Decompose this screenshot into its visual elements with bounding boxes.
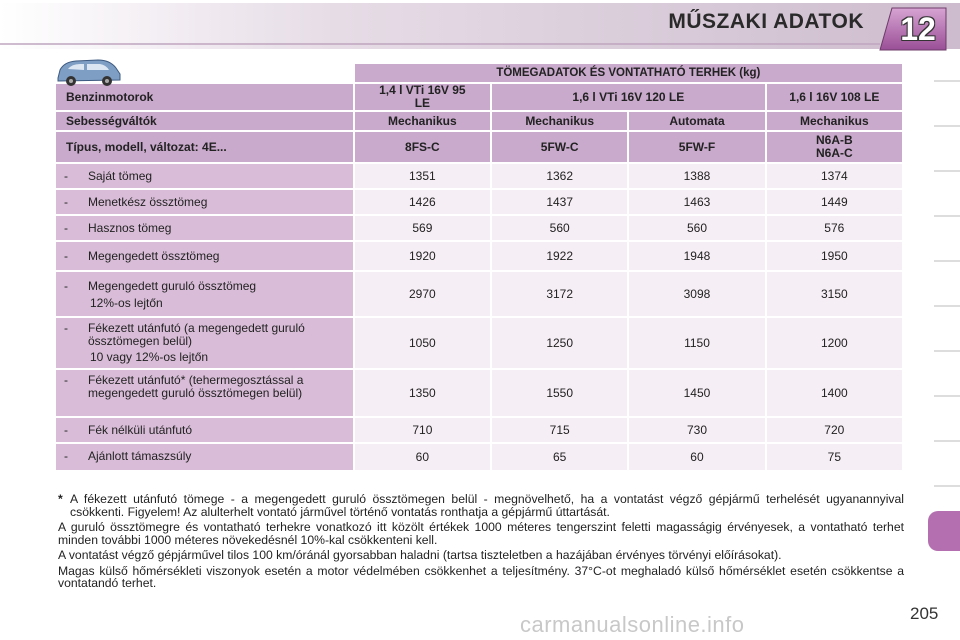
footnote-star: A fékezett utánfutó tömege - a megengedett guruló össztömegen belül - megnövelhető, ha a vontatást végző gépjármű terhelését ugyanannyival csökkenti. Figyelem! Az alulterhelt vontató járművel történő vontatás ronthatja a gépjármű úttartását. — [70, 492, 904, 519]
row-dash: - — [64, 423, 68, 437]
engine-col-2: 1,6 l VTi 16V 120 LE — [492, 84, 765, 110]
row-dash: - — [64, 195, 68, 209]
tab-marker — [934, 395, 960, 397]
row-value: 60 — [355, 444, 490, 470]
note-temperature: Magas külső hőmérsékleti viszonyok esetén a motor védelmében csökkenhet a teljesítmény. 37°C-ot meghaladó külső hőmérséklet esetén csökkentse a vontatandó terhet. — [58, 563, 904, 590]
chapter-number: 12 — [900, 11, 936, 47]
note-altitude: A guruló össztömegre és vontatható terhekre vonatkozó itt közölt értékek 1000 méteres tengerszint feletti magasságig érvényesek, a vontatható terhet minden további 1000 méteres növekedésnél 10%-kal csökkenteni kell. — [58, 520, 904, 547]
gearbox-col: Mechanikus — [355, 112, 490, 130]
type-col: 8FS-C — [355, 132, 490, 162]
row-dash: - — [64, 169, 68, 183]
row-value: 560 — [492, 216, 627, 240]
table-row — [56, 370, 902, 416]
row-value: 576 — [767, 216, 902, 240]
row-label: Fék nélküli utánfutó — [88, 423, 193, 437]
table-row — [56, 164, 902, 188]
tab-marker — [934, 260, 960, 262]
footnotes — [58, 493, 904, 593]
row-sublabel: 10 vagy 12%-os lejtőn — [90, 350, 209, 364]
table-row — [56, 444, 902, 470]
engine-col-3: 1,6 l 16V 108 LE — [767, 84, 902, 110]
row-dash: - — [64, 321, 68, 335]
type-col — [767, 132, 902, 162]
row-label: Saját tömeg — [88, 169, 153, 183]
row-dash: - — [64, 221, 68, 235]
table-row — [56, 242, 902, 270]
row-sublabel: 12%-os lejtőn — [90, 296, 163, 310]
type-col: 5FW-C — [492, 132, 627, 162]
tab-marker — [934, 170, 960, 172]
row-value: 1362 — [492, 164, 627, 188]
row-value: 1150 — [629, 318, 764, 368]
row-label: Hasznos tömeg — [88, 221, 172, 235]
tab-marker — [934, 305, 960, 307]
active-chapter-tab — [928, 511, 960, 551]
row-label: Ajánlott támaszsúly — [88, 449, 192, 463]
row-value: 1950 — [767, 242, 902, 270]
tab-marker — [934, 485, 960, 487]
table-row — [56, 216, 902, 240]
type-col: 5FW-F — [629, 132, 764, 162]
row-value: 1920 — [355, 242, 490, 270]
engine-col-1: 1,4 l VTi 16V 95 LE — [355, 84, 490, 110]
type-code: N6A-C — [815, 146, 853, 160]
row-value: 715 — [492, 418, 627, 442]
row-value: 1200 — [767, 318, 902, 368]
tab-marker — [934, 125, 960, 127]
row-value: 1374 — [767, 164, 902, 188]
weights-table — [54, 62, 904, 472]
page-title: MŰSZAKI ADATOK — [668, 10, 864, 33]
row-label: Fékezett utánfutó* (tehermegosztással a megengedett guruló össztömegen belül) — [88, 373, 304, 400]
tab-marker — [934, 440, 960, 442]
table-row — [56, 190, 902, 214]
row-value: 3098 — [629, 272, 764, 316]
gearbox-col: Mechanikus — [492, 112, 627, 130]
row-value: 1426 — [355, 190, 490, 214]
tab-marker — [934, 215, 960, 217]
row-value: 3172 — [492, 272, 627, 316]
table-row — [56, 318, 902, 368]
row-label: Fékezett utánfutó (a megengedett guruló össztömegen belül) — [88, 321, 305, 348]
row-value: 730 — [629, 418, 764, 442]
row-value: 710 — [355, 418, 490, 442]
row-value: 1351 — [355, 164, 490, 188]
row-value: 1463 — [629, 190, 764, 214]
row-value: 1550 — [492, 370, 627, 416]
row-value: 569 — [355, 216, 490, 240]
watermark: carmanualsonline.info — [520, 612, 745, 637]
gearbox-col: Mechanikus — [767, 112, 902, 130]
row-label: Menetkész össztömeg — [88, 195, 208, 209]
row-label: Megengedett guruló össztömeg — [88, 279, 257, 293]
table-caption: TÖMEGADATOK ÉS VONTATHATÓ TERHEK (kg) — [355, 64, 902, 82]
type-code: N6A-B — [815, 133, 853, 147]
row-label: Megengedett össztömeg — [88, 249, 220, 263]
tab-marker — [934, 350, 960, 352]
row-value: 1450 — [629, 370, 764, 416]
row-value: 1437 — [492, 190, 627, 214]
page-number: 205 — [910, 604, 939, 623]
row-value: 1922 — [492, 242, 627, 270]
row-value: 720 — [767, 418, 902, 442]
note-speed: A vontatást végző gépjárművel tilos 100 km/óránál gyorsabban haladni (tartsa tiszteletben a hazájában érvényes törvényi előírásokat). — [58, 548, 782, 562]
row-dash: - — [64, 373, 68, 387]
row-value: 1449 — [767, 190, 902, 214]
page-header — [0, 0, 960, 55]
row-value: 3150 — [767, 272, 902, 316]
row-value: 1400 — [767, 370, 902, 416]
table-row — [56, 418, 902, 442]
table-row — [56, 272, 902, 316]
engine-label: Benzinmotorok — [56, 84, 353, 110]
row-dash: - — [64, 449, 68, 463]
row-value: 60 — [629, 444, 764, 470]
gearbox-col: Automata — [629, 112, 764, 130]
row-value: 1948 — [629, 242, 764, 270]
row-dash: - — [64, 249, 68, 263]
tab-marker — [934, 80, 960, 82]
footnote-mark: * — [58, 492, 63, 506]
row-value: 1350 — [355, 370, 490, 416]
row-value: 560 — [629, 216, 764, 240]
row-value: 1388 — [629, 164, 764, 188]
row-value: 1050 — [355, 318, 490, 368]
row-dash: - — [64, 279, 68, 293]
gearbox-label: Sebességváltók — [56, 112, 353, 130]
row-value: 65 — [492, 444, 627, 470]
row-value: 75 — [767, 444, 902, 470]
type-label: Típus, modell, változat: 4E... — [56, 132, 353, 162]
row-value: 2970 — [355, 272, 490, 316]
row-value: 1250 — [492, 318, 627, 368]
car-icon — [54, 56, 124, 88]
